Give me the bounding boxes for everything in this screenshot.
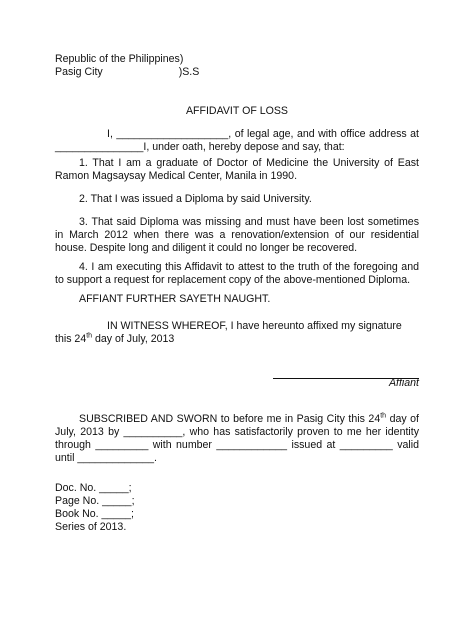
item-4: 4. I am executing this Affidavit to attest to the truth of the foregoing and to support a request for replacement copy of the above-mentioned Diploma. [55, 261, 419, 286]
witness-sup: th [86, 332, 93, 340]
document-title: AFFIDAVIT OF LOSS [185, 105, 289, 117]
jurat-part1: SUBSCRIBED AND SWORN to before me in Pasig City this 24 [79, 413, 381, 425]
jurat-sup: th [380, 412, 387, 420]
doc-no: Doc. No. _____; [55, 482, 132, 494]
page-no: Page No. _____; [55, 495, 135, 507]
item-3: 3. That said Diploma was missing and must have been lost sometimes in March 2012 when there was a renovation/extension of our residential house. Despite long and diligent it could no longer be recovered. [55, 216, 419, 254]
witness-paragraph [55, 320, 419, 346]
venue-republic: Republic of the Philippines) [55, 53, 184, 65]
affiant-further: AFFIANT FURTHER SAYETH NAUGHT. [79, 293, 271, 305]
intro-paragraph: I, ___________________, of legal age, and with office address at _______________I, under oath, hereby depose and say, that: [55, 128, 419, 153]
venue-city: Pasig City [55, 66, 103, 78]
item-1: 1. That I am a graduate of Doctor of Medicine the University of East Ramon Magsaysay Medical Center, Manila in 1990. [55, 157, 419, 182]
witness-text: IN WITNESS WHEREOF, I have hereunto affixed my signature this 24 [55, 320, 402, 345]
item-2: 2. That I was issued a Diploma by said University. [79, 193, 312, 205]
notarial-block [55, 482, 419, 534]
venue-ss: )S.S [178, 66, 200, 78]
jurat-part2: day of July, 2013 by __________, who has satisfactorily proven to me her identity through _________ with number ____________ issued at _________ valid until _____________. [55, 413, 419, 464]
series: Series of 2013. [55, 521, 127, 533]
affiant-label: Affiant [388, 377, 419, 389]
venue-city-line [55, 66, 419, 79]
book-no: Book No. _____; [55, 508, 134, 520]
jurat-paragraph [55, 413, 419, 465]
witness-tail: day of July, 2013 [92, 333, 175, 345]
venue-block [55, 53, 419, 79]
